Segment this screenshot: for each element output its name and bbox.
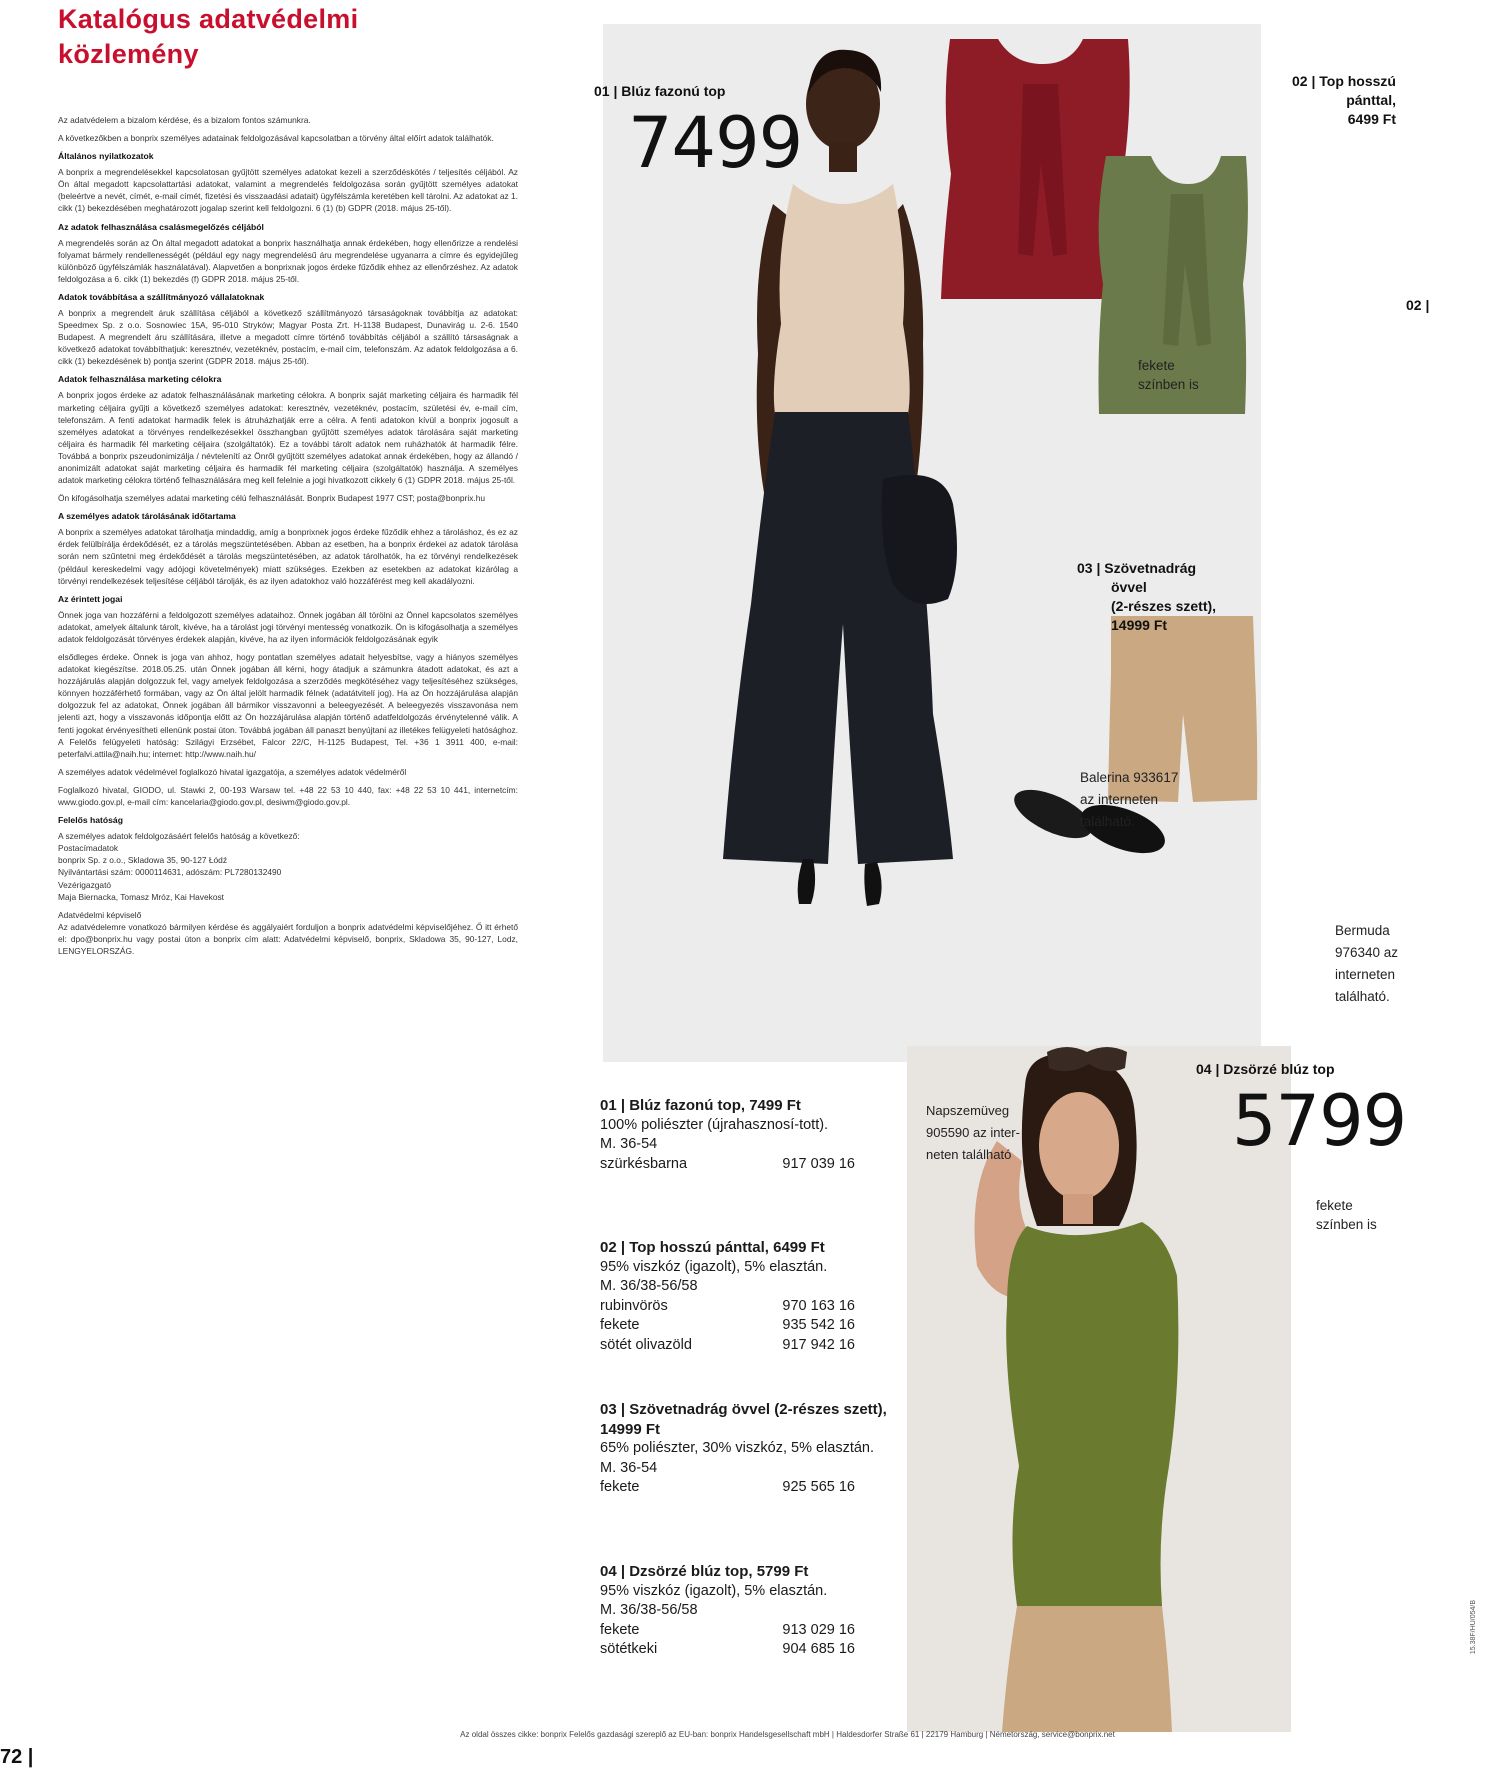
legal-intro-2: A következőkben a bonprix személyes adatainak feldolgozásával kapcsolatban a törvény által előírt adatok találhatók. — [58, 133, 494, 144]
variant-color: sötétkeki — [600, 1641, 658, 1657]
catalog-code: 15.38F/HU/054/B — [1470, 1600, 1477, 1655]
balerina-note — [1080, 767, 1178, 833]
product-detail-04 — [600, 1562, 900, 1660]
product-03-label-line: övvel — [1111, 579, 1147, 595]
note-line: fekete — [1138, 358, 1175, 373]
product-detail-02 — [600, 1238, 900, 1355]
product-04-label: 04 | Dzsörzé blúz top — [1196, 1061, 1335, 1077]
section-text: A bonprix a megrendelésekkel kapcsolatosan gyűjtött személyes adatokat kezeli a szerződéskötés / teljesítés céljából. Az Ön által megadott kapcsolattartási adatokat, valamint a megrendelés feldolgozása során gyűjtött személyes adatokat (beleértve a nevét, címét, e-mail címét, fizetési és visszaadási adatait) ügyfélszámla keretében kell tárolni. Az adatokat az 1. cikk (1) bekezdésében meghatározott jogalap szerint kell feldolgozni. 6 (1) (b) GDPR (2018. május 25-től). — [58, 167, 518, 214]
product-head: 01 | Blúz fazonú top, 7499 Ft — [600, 1097, 801, 1114]
section-text: Foglalkozó hivatal, GIODO, ul. Stawki 2, 00-193 Warsaw tel. +48 22 53 10 440, fax: +48 22 53 10 441, internetcím: www.giodo.gov.pl, e-mail cím: kancelaria@giodo.gov.pl, desiwm@giodo.gov.pl. — [58, 784, 518, 808]
product-03-label-line: 14999 Ft — [1111, 617, 1168, 633]
product-02-label-line: 6499 Ft — [1347, 111, 1396, 127]
shoe-right — [864, 862, 881, 906]
note-line: neten található — [926, 1147, 1012, 1162]
product-head: 03 | Szövetnadrág övvel (2-részes szett), 14999 Ft — [600, 1401, 887, 1438]
product-04-color-note — [1316, 1196, 1377, 1234]
product-material: 95% viszkóz (igazolt), 5% elasztán. — [600, 1582, 828, 1599]
variant-color: fekete — [600, 1317, 640, 1333]
note-line: az interneten — [1080, 792, 1159, 807]
variant-color: rubinvörös — [600, 1297, 668, 1314]
product-03-label-line: 03 | Szövetnadrág — [1077, 560, 1197, 576]
section-text: A bonprix jogos érdeke az adatok felhasználásának marketing célokra. A bonprix saját marketing céljaira és harmadik fél marketing céljaira gyűjti a következő személyes adatokat: keresztnév, vezetéknév, postacím, születési év, e-mail cím, telefonszám. A fenti adatokat harmadik felek is átruházhatják erre a célra. A fenti adatokon kívül a bonprix jogosult a személyes adatokat a törvényes rendelkezésekkel összhangban gyűjtött személyes adatok tárolására saját marketing céljaira és harmadik fél marketing céljaira (szolgáltatók). Ez a további tárolt adatok nem ruházhatók át harmadik félre. Továbbá a bonprix pszeudonimizálja / névtelenítí az Önről gyűjtött személyes adatokat annak érdekében, hogy az állandó / anonimizált adatokat saját marketing céljaira és harmadik fél marketing céljaira (szolgáltatók) használja. A személyes adatok marketing célokra történő felhasználására meg kell felelnie a jogi hivatkozott cikkely 6 (1) GDPR 2018. május 25-től. — [58, 390, 518, 486]
variant-color: fekete — [600, 1621, 640, 1638]
section-heading: Adatok felhasználása marketing célokra — [58, 374, 222, 385]
product-02-color-note — [1138, 356, 1199, 394]
note-line: Bermuda — [1335, 923, 1390, 938]
contact-line: Nyilvántartási szám: 0000114631, adószám: PL7280132490 — [58, 867, 282, 878]
model2-neck — [1063, 1194, 1093, 1224]
section-heading: A személyes adatok tárolásának időtartama — [58, 511, 236, 522]
contact-line: bonprix Sp. z o.o., Skladowa 35, 90-127 Łódź — [58, 855, 228, 866]
variant-code: 917 039 16 — [782, 1155, 855, 1172]
product-sizes: M. 36-54 — [600, 1459, 658, 1476]
product-03-label-line: (2-részes szett), — [1111, 598, 1217, 614]
page-number: 72 | — [0, 1746, 34, 1768]
beige-trousers — [1002, 1606, 1172, 1732]
product-head: 04 | Dzsörzé blúz top, 5799 Ft — [600, 1563, 809, 1580]
privacy-notice — [58, 0, 518, 963]
product-material: 100% poliészter (újrahasznosí-tott). — [600, 1116, 829, 1133]
variant-code: 925 565 16 — [782, 1479, 855, 1495]
footer-text: Az oldal összes cikke: bonprix Felelős gazdasági szereplő az EU-ban: bonprix Handelsgesellschaft mbH | Haldesdorfer Straße 61 | 22179 Hamburg | Németország, service@bonprix.net — [460, 1730, 1115, 1739]
variant-code: 917 942 16 — [782, 1336, 855, 1353]
product-head: 02 | Top hosszú pánttal, 6499 Ft — [600, 1239, 825, 1256]
note-line: 905590 az inter- — [926, 1125, 1020, 1140]
product-01-price: 7499 — [628, 102, 803, 184]
section-text: elsődleges érdeke. Önnek is joga van ahhoz, hogy pontatlan személyes adatait helyesbítse, vagy a hiányos személyes adatokat kiegészítse. 2018.05.25. után Önnek jogában áll kérni, hogy átadjuk a számunkra átadott adatokat, és azt a hozzájárulás alapján dolgozzuk fel, vagy amelyek feldolgozása a szerződés megkötéséhez vagy teljesítéséhez szükséges, könnyen hozzáférhető formában, vagy az Ön által jelölt harmadik félnek (adatátvitelí jog). Ha az Ön hozzájárulása alapján dolgozzuk fel az adatokat, Önnek jogában áll bármikor visszavonni a beleegyezését. A beleegyezés visszavonása nem jelenti azt, hogy a visszavonás időpontja előtt az Ön hozzájárulása alapján történő adatfeldolgozás érvénytelenné válik. A fenti jogokat érvényesítheti ellenünk postai úton. Továbbá jogában áll panaszt benyújtani az illetékes felügyeleti hatósághoz. A Felelős felügyeleti hatóság: Szilágyi Erzsébet, Falcor 22/C, H-1125 Budapest, Tel. +36 1 3911 400, e-mail: peterfalvi.attila@naih.hu; internet: http://www.naih.hu/ — [58, 652, 518, 759]
note-line: színben is — [1316, 1217, 1377, 1232]
section-text: A bonprix a személyes adatokat tárolhatja mindaddig, amíg a bonprixnek jogos érdeke fűződik ehhez a tároláshoz, és ez az érdek felülbírálja érdekődését, ez a tárolás megszüntetésében. Abban az esetben, ha a bonprix érdekei az adatok tárolása során nem szűntetni meg érdekődését a tárolás megszüntetésében, az adatok tárolhatók, ha ez törvényi rendelkezések (például kereskedelmi vagy adójogi követelmények) miatt szükséges. Ezekben az esetekben az adatokat kizárólag a törvényi rendelkezések teljesítése céljából tárolják, és az ilyen adatokhoz való hozzáférést meg kell akadályozni. — [58, 527, 518, 586]
product-02-marker: 02 | — [1406, 297, 1430, 313]
sunglasses-note — [926, 1100, 1020, 1166]
page-title — [58, 0, 518, 72]
section-text: Ön kifogásolhatja személyes adatai marketing célú felhasználását. Bonprix Budapest 1977 CST; posta@bonprix.hu — [58, 493, 486, 504]
olive-tee — [1006, 1222, 1178, 1606]
variant-code: 935 542 16 — [782, 1317, 855, 1333]
shoe-left — [798, 859, 815, 904]
product-variant-row — [600, 1316, 855, 1336]
section-heading: Adatok továbbítása a szállítmányozó vállalatoknak — [58, 291, 265, 302]
title-line-1: Katalógus adatvédelmi — [58, 4, 359, 34]
contact-line: Vezérigazgató — [58, 879, 112, 890]
product-01-label: 01 | Blúz fazonú top — [594, 83, 726, 99]
variant-code: 904 685 16 — [782, 1641, 855, 1657]
product-variant-row — [600, 1155, 855, 1175]
product-detail-01 — [600, 1096, 900, 1174]
product-02-label-line: 02 | Top hosszú — [1291, 73, 1396, 89]
product-sizes: M. 36/38-56/58 — [600, 1278, 698, 1294]
note-line: Napszemüveg — [926, 1103, 1010, 1118]
section-heading: Felelős hatóság — [58, 815, 123, 826]
variant-code: 913 029 16 — [782, 1621, 855, 1638]
variant-color: szürkésbarna — [600, 1155, 688, 1172]
product-variant-row — [600, 1621, 855, 1641]
product-material: 65% poliészter, 30% viszkóz, 5% elasztán. — [600, 1440, 875, 1456]
legal-text — [58, 114, 518, 957]
contact-line: Maja Biernacka, Tomasz Mróz, Kai Havekost — [58, 891, 225, 902]
product-02-label — [1266, 72, 1396, 129]
section-heading: Az adatok felhasználása csalásmegelőzés céljából — [58, 221, 264, 232]
product-variant-row — [600, 1297, 855, 1317]
product-04-price: 5799 — [1232, 1080, 1407, 1162]
section-heading: Az érintett jogai — [58, 593, 123, 604]
note-line: 976340 az — [1335, 945, 1399, 960]
note-line: található. — [1335, 989, 1390, 1004]
product-03-label — [1077, 559, 1216, 635]
note-line: fekete — [1316, 1198, 1353, 1213]
note-line: interneten — [1335, 967, 1396, 982]
section-text: A személyes adatok védelmével foglalkozó hivatal igazgatója, a személyes adatok védelméről — [58, 766, 407, 777]
note-line: Balerina 933617 — [1080, 770, 1179, 785]
title-line-2: közlemény — [58, 39, 199, 69]
product-02-label-line: pánttal, — [1346, 92, 1396, 108]
model2-face — [1039, 1092, 1119, 1200]
product-material: 95% viszkóz (igazolt), 5% elasztán. — [600, 1258, 828, 1275]
bermuda-note — [1335, 920, 1398, 1008]
section-text: Az adatvédelemre vonatkozó bármilyen kérdése és aggályaiért forduljon a bonprix adatvédelmi képviselőjéhez. Ő itt érhető el: dpo@bonprix.hu vagy postai úton a bonprix cím alatt: Adatvédelmi képviselő, bonprix, Skladowa 35, 90-127, Lodz, LENGYELORSZÁG. — [58, 921, 518, 956]
section-heading: Általános nyilatkozatok — [58, 151, 154, 162]
product-sizes: M. 36/38-56/58 — [600, 1602, 698, 1618]
note-line: található. — [1080, 814, 1135, 829]
product-variant-row — [600, 1478, 855, 1498]
model-neck — [829, 142, 857, 172]
variant-color: fekete — [600, 1479, 640, 1495]
section-subheading: Adatvédelmi képviselő — [58, 909, 142, 920]
contact-line: Postacímadatok — [58, 843, 119, 854]
product-detail-03 — [600, 1400, 900, 1498]
section-text: Önnek joga van hozzáférni a feldolgozott személyes adataihoz. Önnek jogában áll törölni az Önnel kapcsolatos személyes adatokat, amelyek általunk tárolt, kivéve, ha a tárolást jogi törvényi mentesség vonatkozik. Ön is kifogásolhatja a személyes adatok feldolgozását törvényes érdekek alapján, kivéve, ha az ilyen információk feldolgozásának egyik — [58, 609, 518, 644]
blouse-beige — [774, 184, 910, 414]
product-variant-row — [600, 1640, 855, 1660]
product-variant-row — [600, 1336, 855, 1356]
variant-color: sötét olivazöld — [600, 1336, 692, 1353]
section-text: A bonprix a megrendelt áruk szállítása céljából a következő szállítmányozó társaságoknak továbbítja az adatokat: Speedmex Sp. z o.o. Sosnowiec 15A, 95-010 Stryków; Magyar Posta Zrt. H-1138 Budapest, Dunavirág u. 2-6. 1540 Budapest. A megrendelt áru szállítására, illetve a megadott címre történő továbbítás céljából a szállító társaságnak a következő adatokat továbbíthatjuk: keresztnév, vezetéknév, postacím, e-mail cím, telefonszám. Az adatok feldolgozása a 6. cikk (1) bekezdésének b) pontja szerint (GDPR 2018. május 25-től). — [58, 307, 518, 367]
product-sizes: M. 36-54 — [600, 1136, 658, 1152]
legal-intro-1: Az adatvédelem a bizalom kérdése, és a bizalom fontos számunkra. — [58, 115, 311, 125]
variant-code: 970 163 16 — [782, 1297, 855, 1314]
section-text: A megrendelés során az Ön által megadott adatokat a bonprix használhatja annak érdekében, hogy ellenőrizze a rendelési folyamat bármely rendellenességét (például egy nagy megrendelésű áru megrendelése ugyanarra a címre és egyidejűleg különböző ügyfélszámlák használatával). Alapvetően a bonprixnak jogos érdeke fűződik ehhez az ellenőrzéshez. Az adatok feldolgozása a 6. cikk (1) bekezdés (f) GDPR 2018. május 25-től. — [58, 237, 518, 284]
note-line: színben is — [1138, 377, 1199, 392]
section-text: A személyes adatok feldolgozásáért felelős hatóság a következő: — [58, 831, 300, 842]
